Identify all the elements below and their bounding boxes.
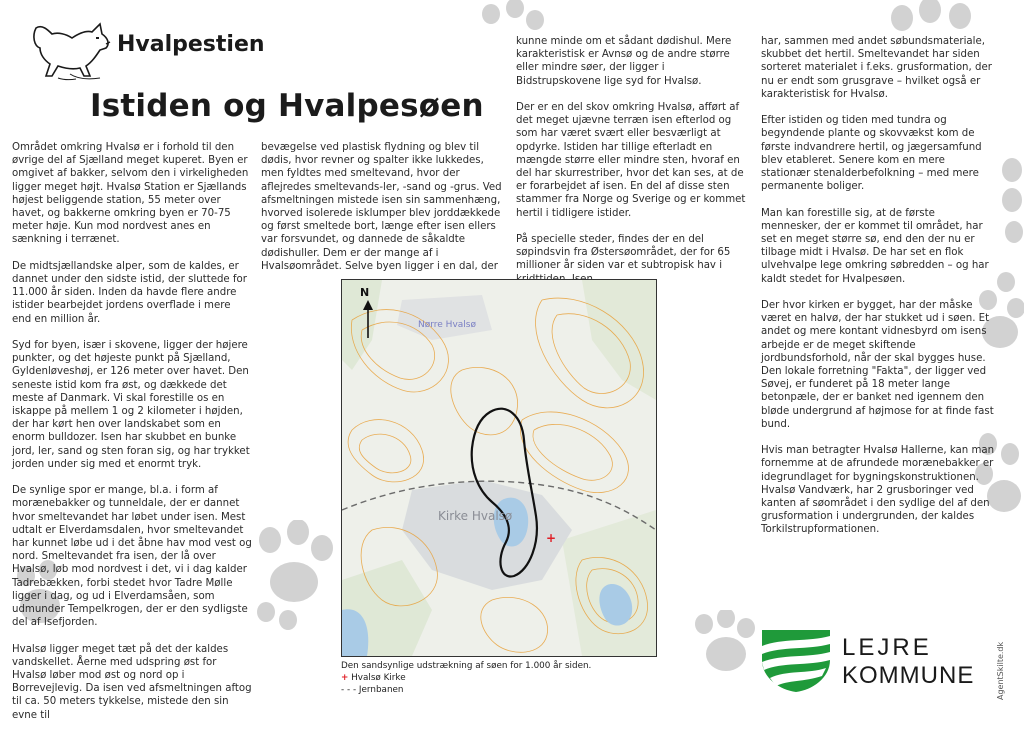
wolf-cub-illustration xyxy=(30,20,112,82)
paragraph: bevægelse ved plastisk flydning og blev til dødis, hvor revner og spalter ikke lukkedes, men fyldtes med smeltevand, hvor der aflejredes smeltevands-ler, -sand og -grus. Ved afsmeltningen mistede isen sin sammenhæng, hvorved isolerede isklumper blev jorddækkede og først smeltede bort, længe efter isen ellers var forsvundet, og dannede de såkaldte dødishuller. Dem er der mange af i Hvalsøområdet. Selve byen ligger i en dal, der xyxy=(261,142,502,272)
paragraph: På specielle steder, findes der en del søpindsvin fra Østersøområdet, der for 65 millioner år siden var et subtropisk hav i xyxy=(516,234,731,272)
map-legend xyxy=(341,660,591,696)
paragraph: har, sammen med andet søbundsmateriale, skubbet det hertil. Smeltevandet har siden sorteret materialet i f.eks. grusformation, der nu er endt som grusgrave – hvilket også er karakteristisk for Hvalsø. xyxy=(761,36,992,100)
paw-print-icon xyxy=(872,0,992,40)
paragraph: Syd for byen, især i skovene, ligger der højere punkter, og det højeste punkt på Sjælland, Gyldenløveshøj, er 126 meter over havet. Den seneste istid kom fra øst, og dækkede det meste af Danmark. Vi skal forestille os en iskappe på mellem 1 og 2 kilometer i højden, der har kørt hen over landskabet som en enorm bulldozer. Isen har skubbet en bunke jord, ler, sand og sten foran sig, og har trykket jorden under sig med et enormt tryk. xyxy=(12,340,250,470)
logo-line-1: LEJRE xyxy=(842,634,932,661)
legend-label: Hvalsø Kirke xyxy=(351,673,406,683)
legend-item-church xyxy=(341,672,591,684)
paw-print-icon xyxy=(690,610,760,680)
paragraph: Efter istiden og tiden med tundra og begyndende plante og skovvækst kom de første indvandrere hertil, og jægersamfund blev etableret. Senere kom en mere stationær stenalderbefolkning – med mere permanente boliger. xyxy=(761,115,982,193)
church-icon: + xyxy=(341,673,349,683)
legend-item-railway xyxy=(341,684,591,696)
paragraph: kunne minde om et sådant dødishul. Mere karakteristisk er Avnsø og de andre større eller mindre søer, der ligger i Bidstrupskovene lige syd for Hvalsø. xyxy=(516,36,732,87)
text-column-1 xyxy=(12,141,252,735)
text-column-3 xyxy=(516,35,752,299)
paragraph: De midtsjællandske alper, som de kaldes, er dannet under den sidste istid, der sluttede for 11.000 år siden. Inden da havde flere andre istider bearbejdet jordens overflade i mere end en million år. xyxy=(12,260,247,325)
map-label-town: Kirke Hvalsø xyxy=(438,509,513,523)
north-arrow-label: N xyxy=(360,286,370,299)
railway-icon: - - - xyxy=(341,685,357,695)
paw-print-icon xyxy=(248,520,338,630)
text-column-2 xyxy=(261,141,503,286)
page-title: Istiden og Hvalpesøen xyxy=(90,88,484,124)
credit-text: AgentSkilte.dk xyxy=(996,641,1005,700)
lejre-logo-text xyxy=(842,634,974,690)
text-column-4 xyxy=(761,35,997,550)
paragraph: Der hvor kirken er bygget, har der måske været en halvø, der har stukket ud i søen. Et andet og mere kontant vidnesbyrd om isens arbejde er de meget skiftende jordbundsforhold, når der skal bygges huse. Den lokale forretning "Fakta", der ligger ved Søvej, er funderet på 18 meter lange betonpæle, der er banket ned igennem den bløde undergrund af højmose for at finde fast bund. xyxy=(761,300,994,430)
paragraph: Man kan forestille sig, at de første mennesker, der er kommet til området, har set en meget større sø, end den der nu er tilbage midt i Hvalsø. De har set en flok ulvehvalpe lege omkring søbredden – og har kaldt stedet for Hvalpesøen. xyxy=(761,207,989,285)
svg-text:+: + xyxy=(546,531,557,545)
legend-label: Jernbanen xyxy=(358,685,404,695)
legend-caption: Den sandsynlige udstrækning af søen for 1.000 år siden. xyxy=(341,661,592,671)
lake-map xyxy=(341,279,657,657)
lejre-logo-icon xyxy=(760,628,832,694)
paragraph: Der er en del skov omkring Hvalsø, afført af det meget ujævne terræn isen efterlod og som har været svært eller besværligt at opdyrke. Istiden har tillige efterladt en mængde større eller mindre sten, hvoraf en del har skurrestriber, hvor det kan ses, at de er forarbejdet af isen. En del af disse sten stammer fra Norge og Sverige og er kommet hertil i tidligere istider. xyxy=(516,102,746,219)
paragraph: Området omkring Hvalsø er i forhold til den øvrige del af Sjælland meget kuperet. Byen er omgivet af bakker, selvom den i virkeligheden ligger meget højt. Hvalsø Station er Sjællands højest beliggende station, 55 meter over havet, og bakkerne omkring byen er 70-75 meter høje. Kun mod nordvest anes en sænkning i terrænet. xyxy=(12,142,249,246)
paragraph: Hvis man betragter Hvalsø Hallerne, kan man fornemme at de afrundede morænebakker er idegrundlaget for bygningskonstruktionen. Hvalsø Vandværk, har 2 grusboringer ved kanten af søområdet i den sydlige del af den grusformation i undergrunden, der kaldes Torkilstrupformationen. xyxy=(761,445,995,536)
brand-title: Hvalpestien xyxy=(117,32,265,57)
logo-line-2: KOMMUNE xyxy=(842,662,975,689)
paragraph: Hvalsø ligger meget tæt på det der kaldes vandskellet. Åerne med udspring øst for Hvalsø løber mod øst og nord op i Borrevejlevig. Da isen ved afsmeltningen aftog til ca. 50 meters tykkelse, mistede den sin evne til xyxy=(12,643,252,721)
map-label-north: Nørre Hvalsø xyxy=(418,320,476,330)
paragraph: De synlige spor er mange, bl.a. i form af morænebakker og tunneldale, der er dannet hvor smeltevandet har løbet under isen. Mest udtalt er Elverdamsdalen, hvor smeltevandet har kunnet løbe ud i det åbne hav mod vest og nord. Smeltevandet fra isen, der lå over Hvalsø, løb mod nordvest i det, vi i dag kalder Tadrebækken, forbi stedet hvor Tadre Mølle ligger i dag, og ud i Elverdamsåen, som udmunder Tempelkrogen, der er den sydligste del af Isefjorden. xyxy=(12,485,252,629)
